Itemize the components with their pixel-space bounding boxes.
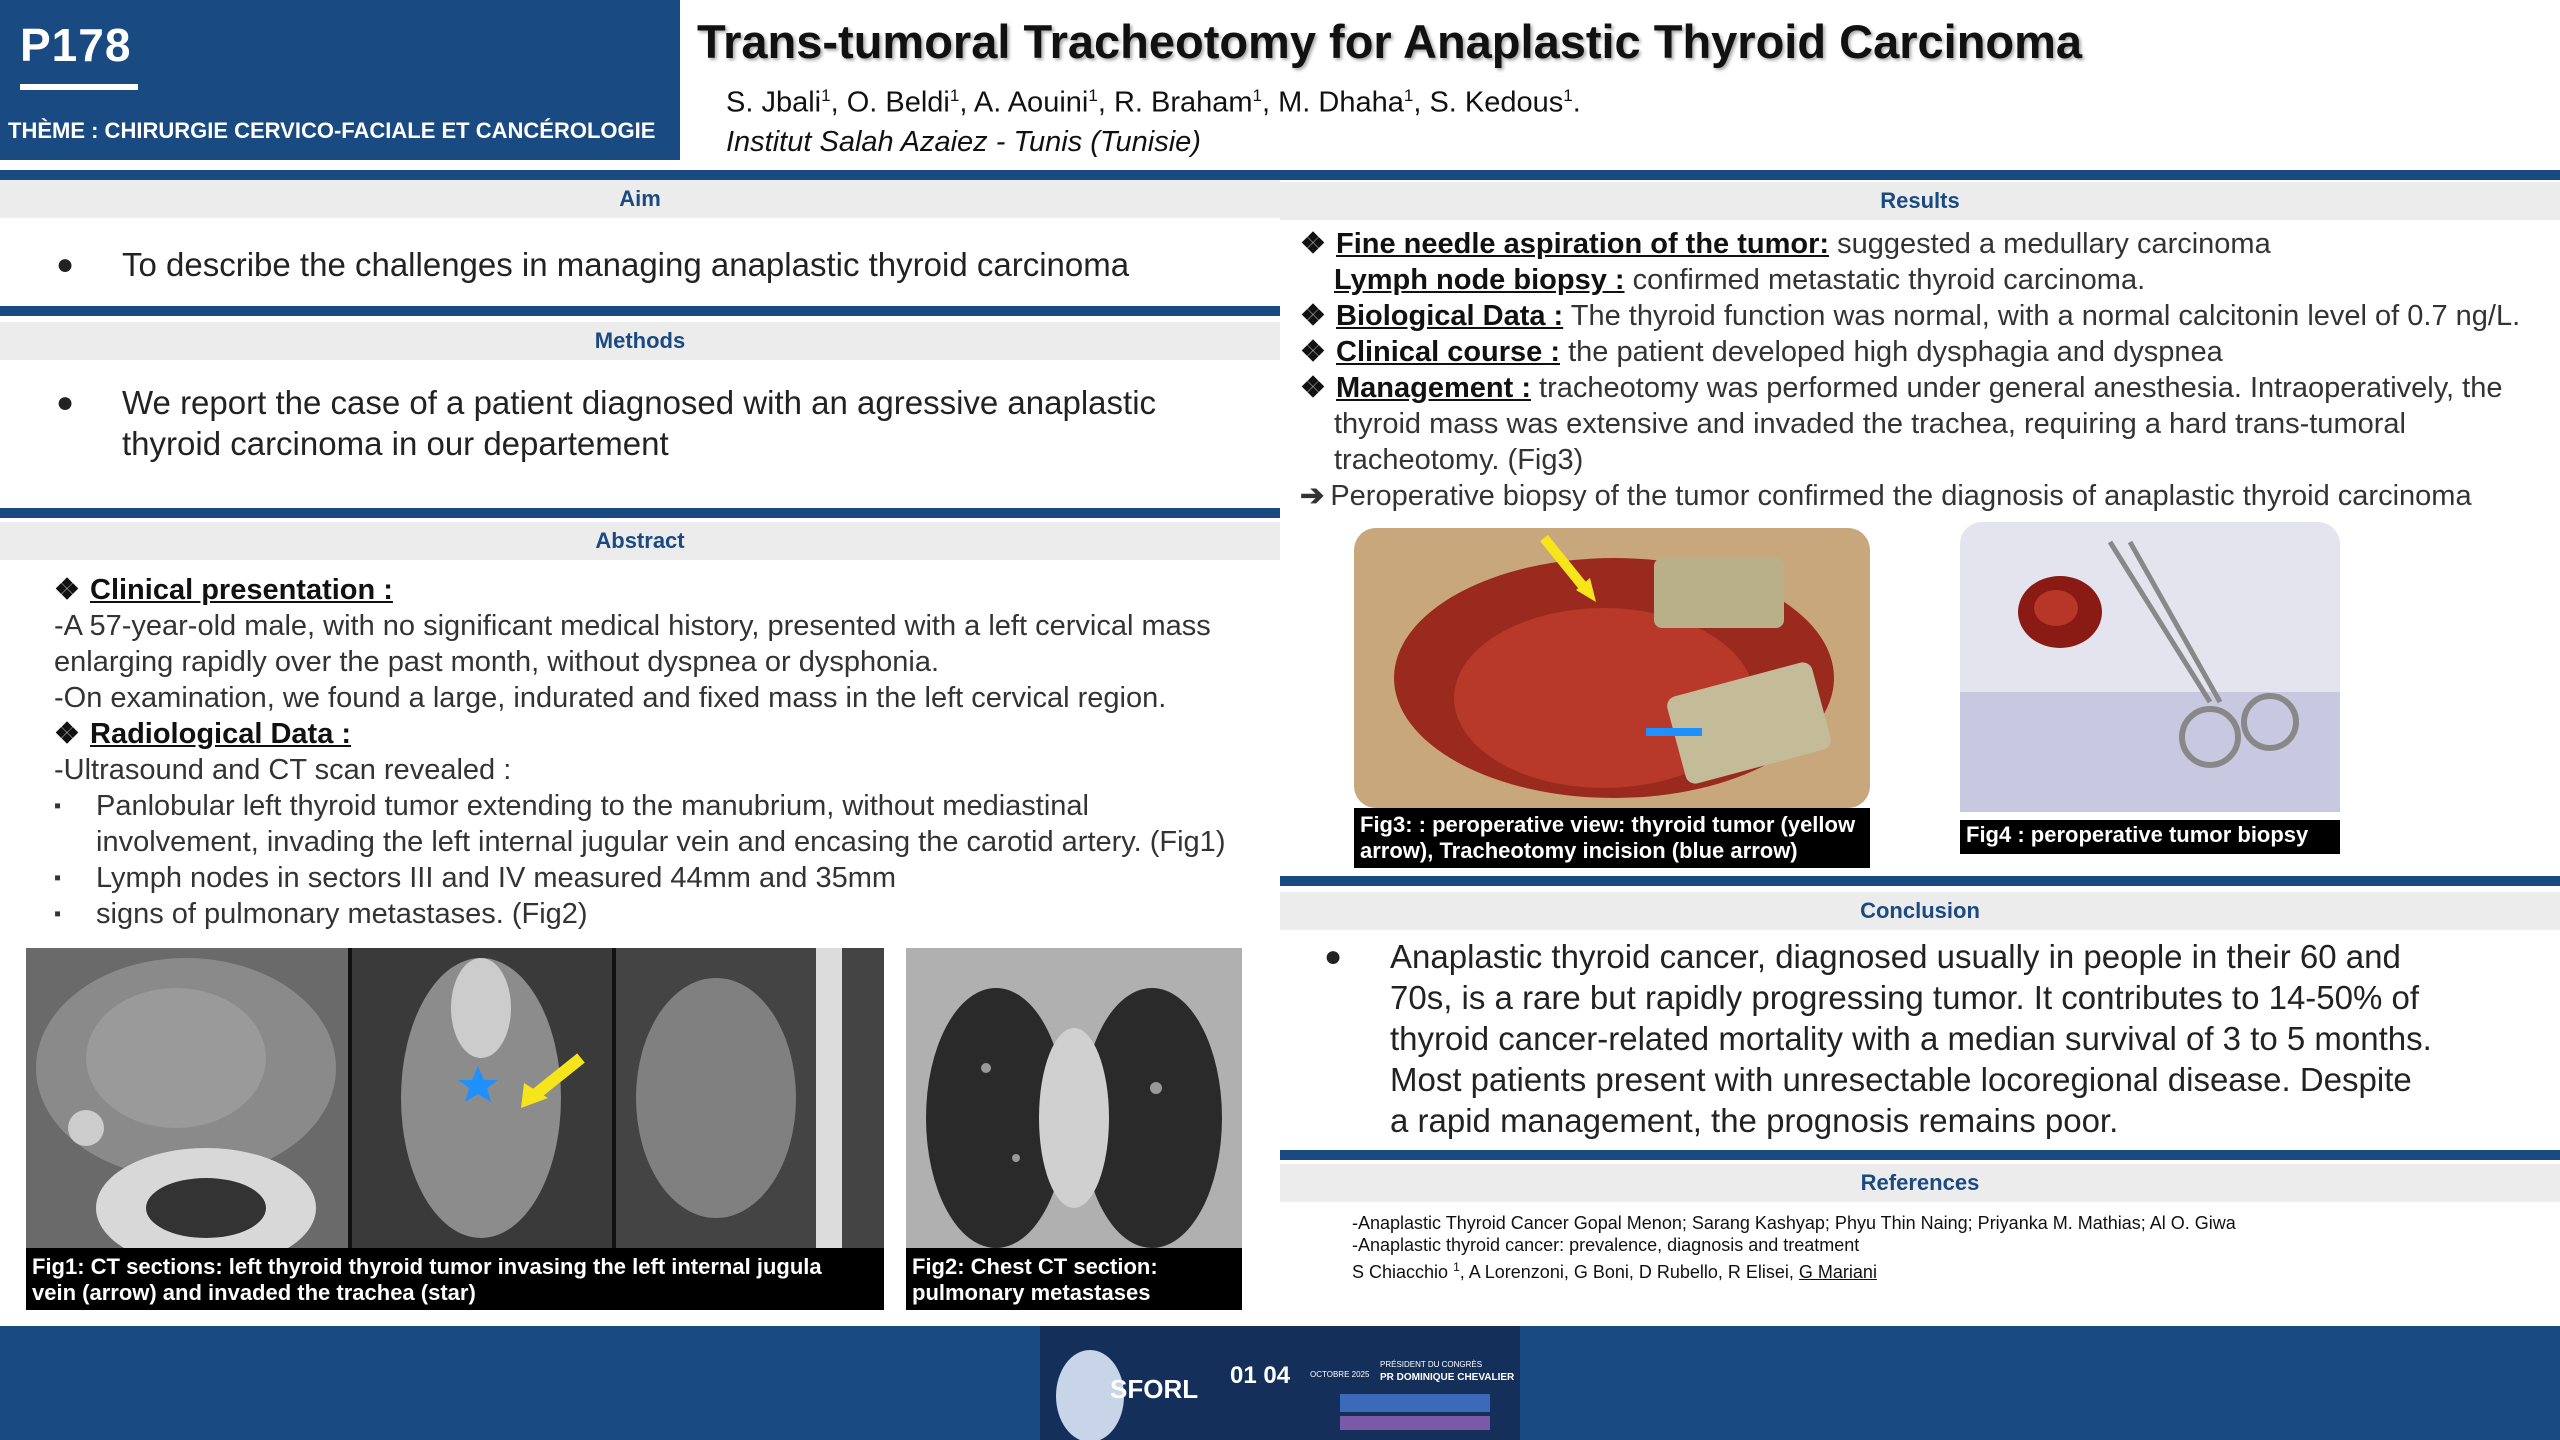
congress-dates: 01 04 <box>1230 1362 1291 1389</box>
fig1-ct-image <box>26 948 884 1310</box>
conclusion-title: Conclusion <box>1280 892 2560 930</box>
fig3-surgery-image <box>1354 528 1870 868</box>
author: S. Jbali <box>726 86 822 119</box>
reference: S Chiacchio $^1$, A Lorenzoni, G Boni, D Rubello, R Elisei, G Mariani <box>1352 1260 1877 1282</box>
author: R. Braham <box>1113 86 1253 119</box>
radio-text: -Ultrasound and CT scan revealed : <box>54 754 512 786</box>
congress-month: OCTOBRE 2025 <box>1310 1370 1370 1379</box>
arrow-icon: ➔ <box>1300 480 1325 512</box>
radio-heading: ❖ Radiological Data : <box>54 718 352 750</box>
section-bar <box>1280 1150 2560 1160</box>
section-bar <box>1280 170 2560 180</box>
results-bio: ❖ Biological Data : The thyroid function was normal, with a normal calcitonin level of 0.7 ng/L. <box>1300 300 2521 332</box>
references-list <box>1352 1212 2236 1283</box>
abstract-body <box>54 572 1274 932</box>
author: S. Kedous <box>1429 86 1564 119</box>
theme-label: THÈME : CHIRURGIE CERVICO-FACIALE ET CANCÉROLOGIE <box>8 118 656 143</box>
fig2-chest-ct-image <box>906 948 1242 1310</box>
results-management: ❖ Management : tracheotomy was performed under general anesthesia. Intraoperatively, the <box>1300 372 2503 404</box>
poster-id: P178 <box>20 19 132 71</box>
radio-item: ▪ Panlobular left thyroid tumor extending to the manubrium, without mediastinal <box>54 790 1089 822</box>
fig3-caption: Fig3: : peroperative view: thyroid tumor (yellow arrow), Tracheotomy incision (blue arrow) <box>1354 810 1870 866</box>
section-bar <box>1280 876 2560 886</box>
congress-banner <box>1040 1326 1520 1440</box>
institution: Institut Salah Azaiez - Tunis (Tunisie) <box>726 126 1201 158</box>
results-management-cont: tracheotomy. (Fig3) <box>1334 444 1584 476</box>
methods-bullet: ● We report the case of a patient diagnosed with an agressive anaplastic thyroid carcinoma in our departement <box>56 384 1157 462</box>
methods-title: Methods <box>0 322 1280 360</box>
section-bar <box>0 306 1280 316</box>
reference: -Anaplastic Thyroid Cancer Gopal Menon; Sarang Kashyap; Phyu Thin Naing; Priyanka M. Mathias; Al O. Giwa <box>1352 1213 2236 1233</box>
president-label: PRÉSIDENT DU CONGRÈS <box>1380 1360 1483 1369</box>
radio-item-cont: involvement, invading the left internal jugular vein and encasing the carotid artery. (Fig1) <box>96 826 1226 858</box>
fig4-biopsy-image <box>1960 522 2340 854</box>
references-title: References <box>1280 1164 2560 1202</box>
section-bar <box>0 170 1280 180</box>
sforl-logo: SFORL <box>1110 1374 1199 1404</box>
author: A. Aouini <box>973 86 1089 119</box>
clinical-text: enlarging rapidly over the past month, without dyspnea or dysphonia. <box>54 646 940 678</box>
section-bar <box>0 508 1280 518</box>
results-title: Results <box>1280 182 2560 220</box>
poster-id-underline <box>20 84 138 90</box>
results-management-cont: thyroid mass was extensive and invaded the trachea, requiring a hard trans-tumoral <box>1334 408 2406 440</box>
results-fna: ❖ Fine needle aspiration of the tumor: suggested a medullary carcinoma <box>1300 228 2271 260</box>
results-arrow-line: ➔ Peroperative biopsy of the tumor confirmed the diagnosis of anaplastic thyroid carcinoma <box>1300 480 2472 512</box>
author: M. Dhaha <box>1278 86 1404 119</box>
fig2-caption: Fig2: Chest CT section: pulmonary metastases <box>906 1252 1242 1308</box>
reference: -Anaplastic thyroid cancer: prevalence, diagnosis and treatment <box>1352 1235 1860 1255</box>
radio-item: ▪ Lymph nodes in sectors III and IV measured 44mm and 35mm <box>54 862 897 894</box>
author-list: S. Jbali$^1$, O. Beldi$^1$, A. Aouini$^1$, R. Braham$^1$, M. Dhaha$^1$, S. Kedous$^1$. <box>726 86 1581 119</box>
author: O. Beldi <box>846 86 950 119</box>
results-body <box>1300 226 2560 514</box>
president-name: PR DOMINIQUE CHEVALIER <box>1380 1372 1515 1383</box>
radio-item: ▪ signs of pulmonary metastases. (Fig2) <box>54 898 588 930</box>
clinical-heading: ❖ Clinical presentation : <box>54 574 393 606</box>
fig4-caption: Fig4 : peroperative tumor biopsy <box>1960 820 2340 850</box>
poster-title: Trans-tumoral Tracheotomy for Anaplastic Thyroid Carcinoma <box>697 15 2083 68</box>
fig1-caption: Fig1: CT sections: left thyroid thyroid tumor invasing the left internal jugula vein (arrow) and invaded the trachea (star) <box>26 1252 884 1308</box>
results-lymph: Lymph node biopsy : confirmed metastatic thyroid carcinoma. <box>1334 264 2146 296</box>
clinical-text: -A 57-year-old male, with no significant medical history, presented with a left cervical mass <box>54 610 1211 642</box>
results-clinical: ❖ Clinical course : the patient developed high dysphagia and dyspnea <box>1300 336 2223 368</box>
clinical-text: -On examination, we found a large, indurated and fixed mass in the left cervical region. <box>54 682 1167 714</box>
aim-title: Aim <box>0 180 1280 218</box>
abstract-title: Abstract <box>0 522 1280 560</box>
